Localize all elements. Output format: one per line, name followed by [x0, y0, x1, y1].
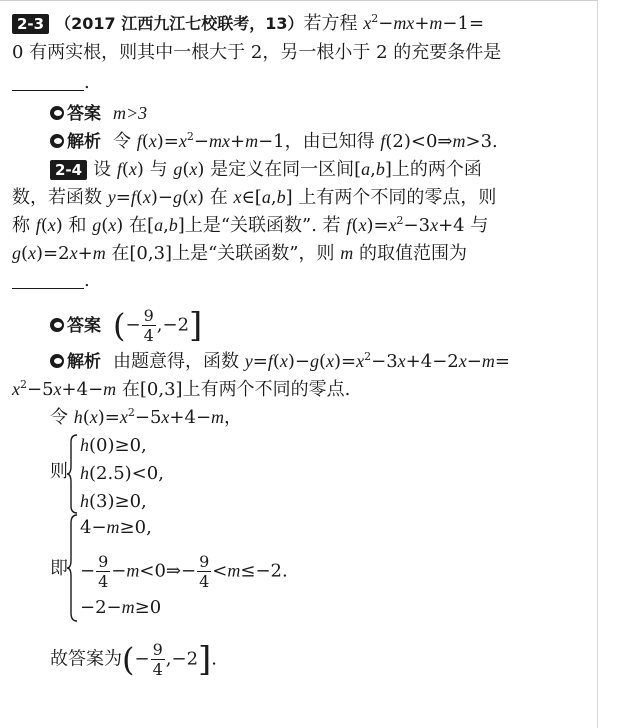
top-rule	[0, 0, 598, 1]
answer-blank	[12, 288, 84, 289]
system1-row-3: h(3)≥0,	[80, 491, 147, 512]
left-brace-2	[66, 514, 78, 622]
system2-row-3: −2−m≥0	[80, 597, 162, 618]
conclusion: 故答案为(− $\frac{9}{4}$ ,−2].	[50, 639, 218, 680]
answer-mark-icon	[50, 106, 64, 120]
analysis-label: 解析	[50, 352, 101, 372]
analysis-mark-icon	[50, 354, 64, 368]
problem-24-line-1: 2-4 设 f(x) 与 g(x) 是定义在同一区间[a,b]上的两个函	[50, 156, 482, 183]
system2-row-1: 4−m≥0,	[80, 517, 152, 538]
problem-23-source: （2017 江西九江七校联考，13）	[55, 14, 304, 33]
answer-mark-icon	[50, 318, 64, 332]
system1-row-1: h(0)≥0,	[80, 435, 147, 456]
system1-row-2: h(2.5)<0,	[80, 463, 164, 484]
problem-23-line-3: .	[12, 70, 90, 96]
left-brace-1	[66, 434, 78, 514]
problem-24-line-3: 称 f(x) 和 g(x) 在[a,b]上是“关联函数”. 若 $f(x)=x^2-3x+4$ 与	[12, 214, 489, 236]
problem-24-line-5: .	[12, 268, 90, 294]
fraction: $\frac{9}{4}$	[143, 306, 154, 345]
analysis-mark-icon	[50, 134, 64, 148]
answer-24: 答案 (− $\frac{9}{4}$ ,−2]	[50, 306, 202, 345]
right-margin-rule	[597, 0, 598, 728]
answer-23: 答案 m>3	[50, 100, 147, 127]
answer-blank	[12, 90, 84, 91]
problem-23-line-2: 0 有两实根，则其中一根大于 2，另一根小于 2 的充要条件是	[12, 42, 502, 63]
problem-23-line-1: 2-3 （2017 江西九江七校联考，13）若方程 $x^2-mx+m-1=$	[12, 10, 484, 37]
analysis-23: 解析 令 $f(x)=x^2-mx+m-1$，由已知得 f(2)<0⇒m>3.	[50, 128, 498, 155]
system2-row-2: − $\frac{9}{4}$ −m<0⇒− $\frac{9}{4}$ <m≤−2.	[80, 552, 288, 591]
problem-24-line-4: g(x)=2x+m 在[0,3]上是“关联函数”，则 m 的取值范围为	[12, 243, 467, 264]
analysis-24-line-1: 解析 由题意得，函数 $y=f(x)-g(x)=x^2-3x+4-2x-m=$	[50, 348, 510, 375]
analysis-24-line-2: $x^2-5x+4-m$ 在[0,3]上有两个不同的零点.	[12, 378, 351, 400]
answer-label: 答案	[50, 104, 101, 124]
fraction: $\frac{9}{4}$	[98, 552, 109, 591]
answer-label: 答案	[50, 316, 101, 336]
fraction: $\frac{9}{4}$	[199, 552, 210, 591]
ji-label: 即	[50, 558, 68, 579]
problem-24-line-2: 数，若函数 y=f(x)−g(x) 在 x∈[a,b] 上有两个不同的零点，则	[12, 187, 497, 208]
problem-24-tag: 2-4	[50, 160, 87, 180]
fraction: $\frac{9}{4}$	[152, 640, 163, 679]
analysis-label: 解析	[50, 132, 101, 152]
analysis-24-line-3: 令 $h(x)=x^2-5x+4-m$，	[50, 406, 243, 428]
ze-label: 则	[50, 461, 68, 482]
problem-23-tag: 2-3	[12, 14, 49, 34]
